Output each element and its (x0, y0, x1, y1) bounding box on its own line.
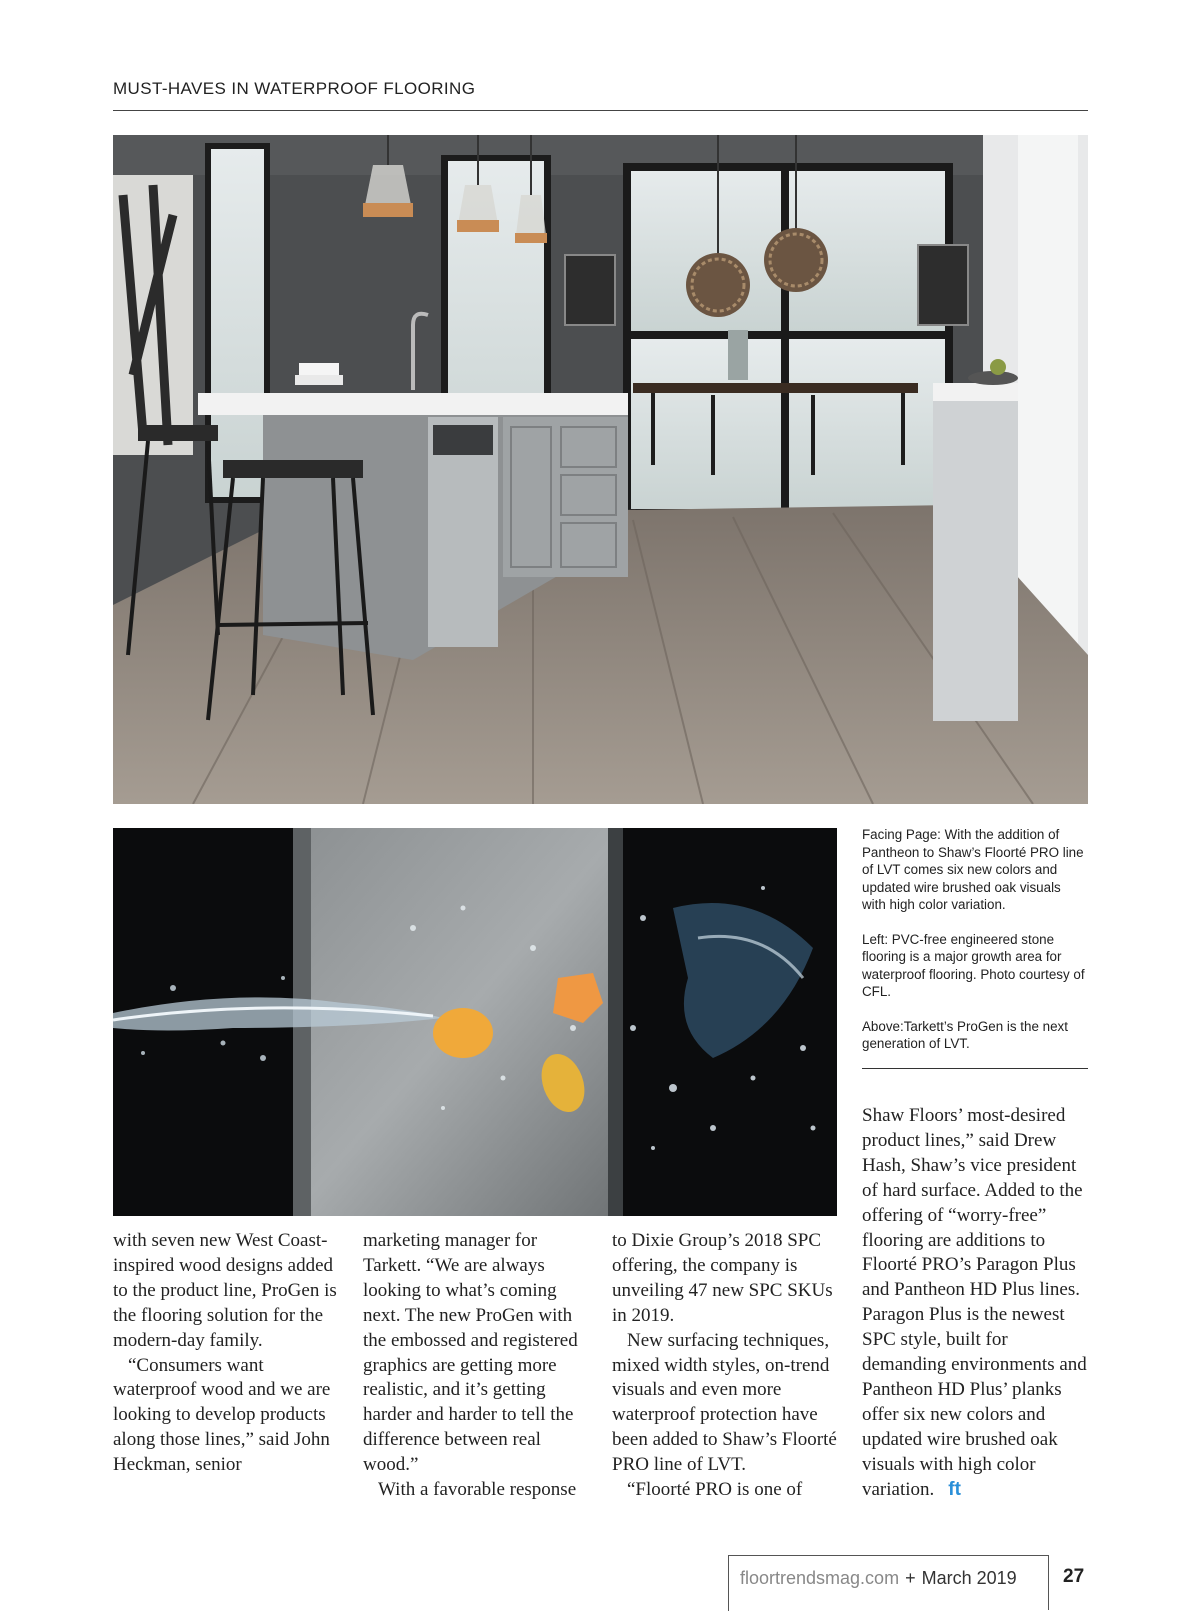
paragraph: With a favorable response (378, 1479, 577, 1501)
footer-separator: + (905, 1568, 916, 1588)
article-column-3 (612, 1229, 844, 1503)
kitchen-photo (113, 135, 1088, 804)
paragraph: to Dixie Group’s 2018 SPC offering, the company is unveiling 47 new SPC SKUs in 2019. (612, 1230, 833, 1326)
paragraph: New surfacing techniques, mixed width styles, on-trend visuals and even more waterproof protection have been added to Shaw’s Floorté PRO line of LVT. (612, 1329, 837, 1476)
paragraph: “Consumers want waterproof wood and we are looking to develop products along those lines,” said John Heckman, senior (113, 1354, 331, 1476)
caption-rule (862, 1068, 1088, 1069)
ft-end-mark: ft (948, 1478, 961, 1500)
article-column-4 (862, 1104, 1094, 1503)
paragraph: “Floorté PRO is one of (627, 1479, 803, 1501)
section-header: MUST-HAVES IN WATERPROOF FLOORING (113, 79, 476, 98)
paragraph (862, 1104, 1094, 1503)
splash-photo (113, 828, 837, 1216)
article-column-2 (363, 1229, 595, 1503)
article-column-1 (113, 1229, 345, 1478)
issue-date: March 2019 (921, 1568, 1017, 1588)
footer-line (740, 1568, 1017, 1589)
caption-left: Left: PVC-free engineered stone flooring is a major growth area for waterproof flooring. Photo courtesy of CFL. (862, 931, 1085, 999)
header-rule (113, 110, 1088, 111)
caption-facing-page: Facing Page: With the addition of Pantheon to Shaw’s Floorté PRO line of LVT comes six new colors and updated wire brushed oak visuals with high color variation. (862, 827, 1084, 912)
paragraph: with seven new West Coast-inspired wood designs added to the product line, ProGen is the flooring solution for the modern-day family. (113, 1230, 337, 1351)
paragraph-text: Shaw Floors’ most-desired product lines,” said Drew Hash, Shaw’s vice president of hard surface. Added to the offering of “worry-free” flooring are additions to Floorté PRO’s Paragon Plus and Pantheon HD Plus lines. Paragon Plus is the newest SPC style, built for demanding environments and Pantheon HD Plus’ planks offer six new colors and updated wire brushed oak visuals with high color variation. (862, 1105, 1087, 1500)
footer-divider (1048, 1555, 1049, 1610)
website-link[interactable]: floortrendsmag.com (740, 1568, 900, 1588)
photo-captions (862, 826, 1088, 1070)
paragraph: marketing manager for Tarkett. “We are always looking to what’s coming next. The new ProGen with the embossed and registered graphics are getting more realistic, and it’s getting harder and harder to tell the difference between real wood.” (363, 1230, 578, 1476)
caption-above: Above:Tarkett’s ProGen is the next generation of LVT. (862, 1018, 1068, 1051)
page-number: 27 (1063, 1566, 1085, 1587)
